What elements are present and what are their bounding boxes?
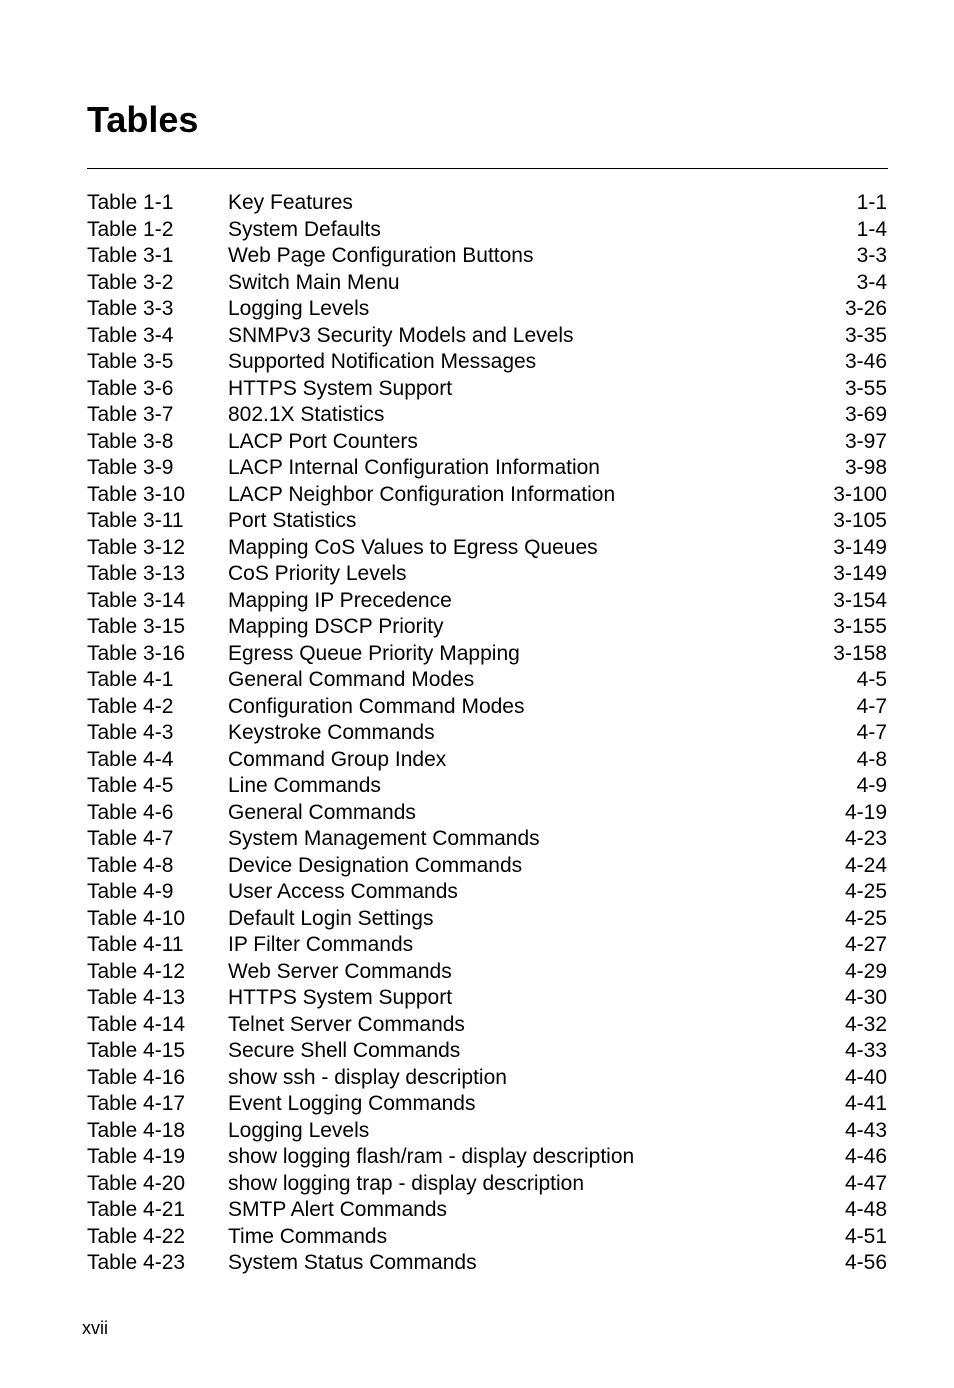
toc-entry[interactable] <box>87 588 887 615</box>
page-reference: 3-149 <box>833 562 887 585</box>
table-title: Event Logging Commands <box>228 1092 476 1115</box>
table-number: Table 4-7 <box>87 827 174 850</box>
table-title: show logging flash/ram - display description <box>228 1145 635 1168</box>
table-number: Table 4-12 <box>87 959 186 983</box>
page-reference: 4-25 <box>844 880 887 903</box>
table-number: Table 3-15 <box>87 615 186 638</box>
table-title: System Defaults <box>228 217 381 241</box>
table-number: Table 4-1 <box>87 668 174 691</box>
table-title: Egress Queue Priority Mapping <box>228 641 520 665</box>
page-reference: 4-27 <box>844 933 887 956</box>
page-reference: 4-43 <box>844 1118 887 1142</box>
page-reference: 3-35 <box>844 323 887 347</box>
toc-entry[interactable] <box>87 349 887 376</box>
title-divider <box>87 168 888 169</box>
toc-entry[interactable] <box>87 1144 887 1171</box>
toc-entry[interactable] <box>87 694 887 721</box>
toc-entry[interactable] <box>87 1065 887 1092</box>
table-title: LACP Internal Configuration Information <box>228 456 600 479</box>
table-number: Table 3-7 <box>87 403 174 426</box>
table-title: SNMPv3 Security Models and Levels <box>228 323 574 347</box>
table-number: Table 4-15 <box>87 1039 186 1062</box>
page-title: Tables <box>87 99 199 140</box>
toc-entry[interactable] <box>87 932 887 959</box>
table-title: LACP Port Counters <box>228 429 418 453</box>
page-number: xvii <box>82 1318 108 1338</box>
page-reference: 3-69 <box>844 403 887 426</box>
toc-entry[interactable] <box>87 1224 887 1251</box>
page-reference: 4-8 <box>856 747 887 771</box>
toc-entry[interactable] <box>87 879 887 906</box>
table-number: Table 3-14 <box>87 588 186 612</box>
page-reference: 3-158 <box>833 641 887 665</box>
table-title: Logging Levels <box>228 1118 370 1142</box>
table-number: Table 4-23 <box>87 1251 186 1274</box>
table-number: Table 4-14 <box>87 1012 186 1036</box>
page-reference: 4-51 <box>844 1224 887 1248</box>
page-reference: 3-4 <box>856 270 887 294</box>
page-reference: 4-19 <box>844 800 887 824</box>
toc-entry[interactable] <box>87 190 887 217</box>
table-number: Table 3-6 <box>87 376 174 400</box>
table-number: Table 3-8 <box>87 429 174 453</box>
table-title: Telnet Server Commands <box>228 1012 465 1036</box>
toc-entry[interactable] <box>87 773 887 800</box>
page-reference: 3-26 <box>844 297 887 320</box>
table-title: General Commands <box>228 800 416 824</box>
page-reference: 4-24 <box>844 853 887 877</box>
table-title: Configuration Command Modes <box>228 694 525 718</box>
table-number: Table 3-3 <box>87 297 174 320</box>
table-title: Supported Notification Messages <box>228 350 537 373</box>
page-reference: 3-46 <box>844 350 887 373</box>
table-title: System Status Commands <box>228 1251 477 1274</box>
page-reference: 4-41 <box>844 1092 887 1115</box>
table-number: Table 4-13 <box>87 986 186 1009</box>
page-reference: 1-4 <box>856 217 887 241</box>
table-title: Port Statistics <box>228 509 357 532</box>
toc-entry[interactable] <box>87 243 887 270</box>
page-reference: 1-1 <box>856 191 887 214</box>
toc-entry[interactable] <box>87 270 887 297</box>
page-reference: 4-23 <box>844 827 887 850</box>
page-reference: 4-46 <box>844 1145 887 1168</box>
toc-entry[interactable] <box>87 1012 887 1039</box>
table-title: General Command Modes <box>228 668 475 691</box>
table-title: show ssh - display description <box>228 1065 507 1089</box>
toc-entry[interactable] <box>87 1038 887 1065</box>
toc-entry[interactable] <box>87 641 887 668</box>
table-title: Default Login Settings <box>228 906 434 930</box>
table-number: Table 3-5 <box>87 350 174 373</box>
toc-entry[interactable] <box>87 906 887 933</box>
table-number: Table 4-21 <box>87 1198 186 1221</box>
page-reference: 3-55 <box>844 376 887 400</box>
toc-entry[interactable] <box>87 296 887 323</box>
page-reference: 4-5 <box>856 668 887 691</box>
toc-entry[interactable] <box>87 667 887 694</box>
toc-entry[interactable] <box>87 535 887 562</box>
table-number: Table 3-11 <box>87 509 184 532</box>
table-title: Device Designation Commands <box>228 853 523 877</box>
table-title: IP Filter Commands <box>228 933 414 956</box>
table-number: Table 3-12 <box>87 535 186 559</box>
toc-entry[interactable] <box>87 508 887 535</box>
toc-entry[interactable] <box>87 217 887 244</box>
table-title: LACP Neighbor Configuration Information <box>228 482 616 506</box>
page-reference: 4-47 <box>844 1171 887 1195</box>
table-title: Mapping CoS Values to Egress Queues <box>228 535 598 559</box>
toc-entry[interactable] <box>87 853 887 880</box>
table-number: Table 4-2 <box>87 694 174 718</box>
table-number: Table 4-3 <box>87 721 174 744</box>
page-reference: 4-7 <box>856 694 887 718</box>
table-number: Table 4-19 <box>87 1145 186 1168</box>
page-reference: 4-25 <box>844 906 887 930</box>
table-number: Table 3-13 <box>87 562 186 585</box>
page-reference: 3-149 <box>833 535 887 559</box>
toc-entry[interactable] <box>87 1250 887 1277</box>
table-title: User Access Commands <box>228 880 458 903</box>
page-reference: 3-100 <box>833 482 887 506</box>
toc-entry[interactable] <box>87 561 887 588</box>
table-title: Time Commands <box>228 1224 388 1248</box>
table-number: Table 3-9 <box>87 456 174 479</box>
table-number: Table 4-17 <box>87 1092 186 1115</box>
toc-entry[interactable] <box>87 1091 887 1118</box>
table-title: Key Features <box>228 191 353 214</box>
table-title: HTTPS System Support <box>228 376 453 400</box>
table-title: System Management Commands <box>228 827 540 850</box>
toc-entry[interactable] <box>87 614 887 641</box>
toc-entry[interactable] <box>87 959 887 986</box>
toc-entry[interactable] <box>87 482 887 509</box>
toc-entry[interactable] <box>87 747 887 774</box>
toc-entry[interactable] <box>87 1171 887 1198</box>
table-title: Command Group Index <box>228 747 447 771</box>
table-number: Table 4-18 <box>87 1118 186 1142</box>
table-number: Table 4-22 <box>87 1224 186 1248</box>
table-title: Switch Main Menu <box>228 270 400 294</box>
table-title: Web Server Commands <box>228 959 452 983</box>
toc-entry[interactable] <box>87 455 887 482</box>
toc-entry[interactable] <box>87 429 887 456</box>
toc-entry[interactable] <box>87 800 887 827</box>
page-reference: 3-98 <box>844 456 887 479</box>
page-reference: 3-3 <box>856 244 887 267</box>
toc-entry[interactable] <box>87 323 887 350</box>
page-reference: 4-7 <box>856 721 887 744</box>
page-reference: 3-154 <box>833 588 887 612</box>
page-reference: 4-30 <box>844 986 887 1009</box>
table-title: Logging Levels <box>228 297 370 320</box>
table-number: Table 4-4 <box>87 747 174 771</box>
page-reference: 4-9 <box>856 774 887 797</box>
page-reference: 3-97 <box>844 429 887 453</box>
table-number: Table 3-4 <box>87 323 174 347</box>
table-number: Table 3-2 <box>87 270 174 294</box>
page-reference: 4-40 <box>844 1065 887 1089</box>
page-reference: 4-56 <box>844 1251 887 1274</box>
table-title: Keystroke Commands <box>228 721 435 744</box>
table-number: Table 4-20 <box>87 1171 186 1195</box>
toc-entry[interactable] <box>87 985 887 1012</box>
table-list <box>87 190 887 1277</box>
table-title: SMTP Alert Commands <box>228 1198 448 1221</box>
table-title: 802.1X Statistics <box>228 403 385 426</box>
page-reference: 3-105 <box>833 509 887 532</box>
table-title: Mapping DSCP Priority <box>228 615 444 638</box>
table-number: Table 4-8 <box>87 853 174 877</box>
toc-entry[interactable] <box>87 402 887 429</box>
table-number: Table 1-2 <box>87 217 174 241</box>
table-number: Table 4-10 <box>87 906 186 930</box>
page-reference: 3-155 <box>833 615 887 638</box>
page-reference: 4-32 <box>844 1012 887 1036</box>
page-reference: 4-29 <box>844 959 887 983</box>
table-number: Table 4-16 <box>87 1065 186 1089</box>
table-title: show logging trap - display description <box>228 1171 585 1195</box>
table-title: Secure Shell Commands <box>228 1039 461 1062</box>
toc-entry[interactable] <box>87 1118 887 1145</box>
table-title: Web Page Configuration Buttons <box>228 244 534 267</box>
table-number: Table 4-11 <box>87 933 184 956</box>
table-number: Table 4-9 <box>87 880 174 903</box>
toc-entry[interactable] <box>87 376 887 403</box>
toc-entry[interactable] <box>87 826 887 853</box>
table-number: Table 3-1 <box>87 244 174 267</box>
table-title: Mapping IP Precedence <box>228 588 452 612</box>
table-number: Table 1-1 <box>87 191 174 214</box>
table-number: Table 4-5 <box>87 774 174 797</box>
toc-entry[interactable] <box>87 720 887 747</box>
table-title: HTTPS System Support <box>228 986 453 1009</box>
table-title: CoS Priority Levels <box>228 562 407 585</box>
page-reference: 4-48 <box>844 1198 887 1221</box>
page-reference: 4-33 <box>844 1039 887 1062</box>
table-number: Table 3-16 <box>87 641 186 665</box>
table-title: Line Commands <box>228 774 381 797</box>
table-number: Table 3-10 <box>87 482 186 506</box>
toc-entry[interactable] <box>87 1197 887 1224</box>
table-number: Table 4-6 <box>87 800 174 824</box>
